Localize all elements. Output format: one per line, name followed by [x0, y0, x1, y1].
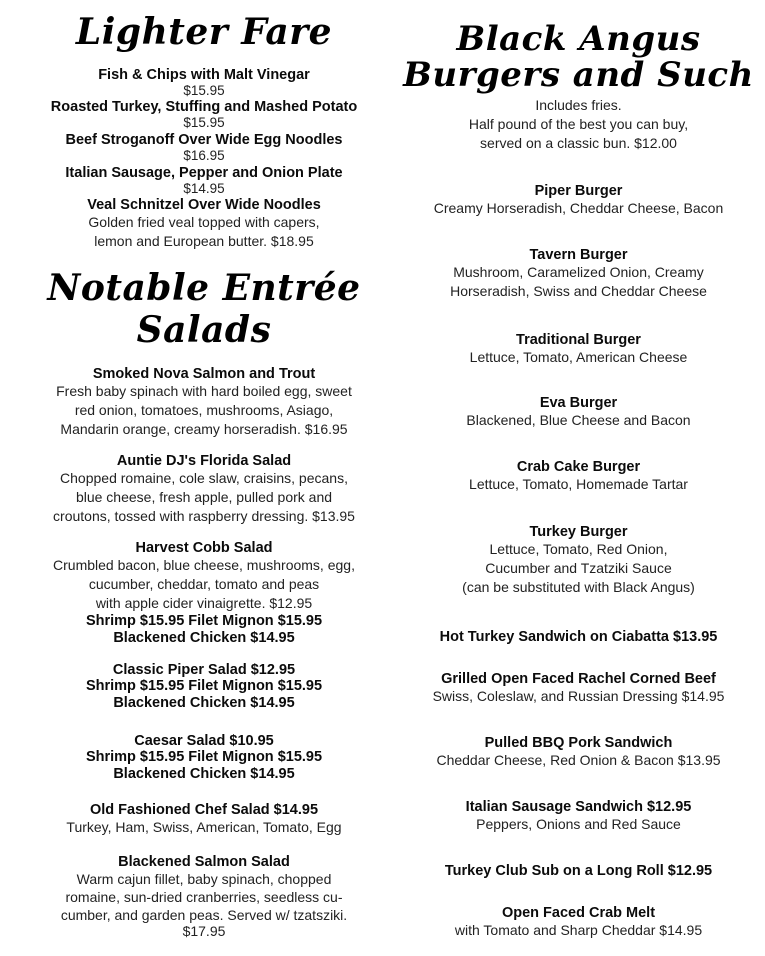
burgers-title-line2: Burgers and Such	[403, 55, 754, 95]
item-desc: Turkey, Ham, Swiss, American, Tomato, Egg	[66, 819, 342, 835]
item-desc: Cheddar Cheese, Red Onion & Bacon $13.95	[436, 752, 721, 768]
item-desc: cucumber, cheddar, tomato and peas	[88, 576, 320, 592]
burger-item	[392, 247, 765, 301]
burger-item	[392, 735, 765, 770]
item-desc: lemon and European butter. $18.95	[94, 233, 314, 249]
item-desc: Mandarin orange, creamy horseradish. $16.95	[60, 421, 348, 437]
item-name: Piper Burger	[534, 183, 623, 199]
item-desc: Swiss, Coleslaw, and Russian Dressing $14.95	[432, 688, 725, 704]
burger-item	[392, 629, 765, 645]
item-name: Classic Piper Salad $12.95	[112, 662, 296, 678]
lighter-fare-item	[0, 165, 408, 196]
item-name: Turkey Club Sub on a Long Roll $12.95	[444, 863, 713, 879]
item-name: Hot Turkey Sandwich on Ciabatta $13.95	[439, 629, 718, 645]
item-name: Eva Burger	[539, 395, 618, 411]
item-addon: Shrimp $15.95 Filet Mignon $15.95	[85, 678, 323, 694]
salad-item	[0, 366, 408, 439]
lighter-fare-item	[0, 67, 408, 98]
item-name: Italian Sausage, Pepper and Onion Plate	[65, 165, 343, 181]
item-name: Turkey Burger	[529, 524, 628, 540]
burger-item	[392, 332, 765, 367]
item-name: Open Faced Crab Melt	[501, 905, 656, 921]
salads-title-line1: Notable Entrée	[47, 267, 361, 309]
item-name: Grilled Open Faced Rachel Corned Beef	[441, 671, 716, 687]
item-desc: Crumbled bacon, blue cheese, mushrooms, egg,	[53, 557, 355, 573]
item-price: $15.95	[183, 115, 225, 130]
item-desc: cumber, and garden peas. Served w/ tzatsziki.	[60, 907, 348, 923]
burgers-intro	[392, 96, 765, 153]
item-name: Traditional Burger	[516, 332, 641, 348]
item-price: $14.95	[183, 181, 225, 196]
lighter-fare-item	[0, 99, 408, 130]
item-desc: with Tomato and Sharp Cheddar $14.95	[454, 922, 703, 938]
item-desc: (can be substituted with Black Angus)	[462, 579, 695, 595]
item-addon: Blackened Chicken $14.95	[113, 695, 295, 711]
item-desc: with apple cider vinaigrette. $12.95	[95, 595, 313, 611]
item-desc: Lettuce, Tomato, Red Onion,	[489, 541, 668, 557]
item-name: Caesar Salad $10.95	[134, 733, 274, 749]
burger-item	[392, 395, 765, 430]
item-name: Beef Stroganoff Over Wide Egg Noodles	[65, 132, 343, 148]
item-price: $16.95	[183, 148, 225, 163]
item-desc: Horseradish, Swiss and Cheddar Cheese	[450, 283, 707, 299]
salad-item	[0, 540, 408, 647]
item-name: Harvest Cobb Salad	[135, 540, 273, 556]
salad-item	[0, 453, 408, 526]
intro-line: Half pound of the best you can buy,	[468, 116, 689, 132]
item-desc: Mushroom, Caramelized Onion, Creamy	[453, 264, 704, 280]
salad-item	[0, 802, 408, 837]
burger-item	[392, 671, 765, 706]
item-addon: Shrimp $15.95 Filet Mignon $15.95	[85, 749, 323, 765]
item-desc: Cucumber and Tzatziki Sauce	[485, 560, 672, 576]
salad-item	[0, 854, 408, 939]
item-desc: croutons, tossed with raspberry dressing. $13.95	[53, 508, 355, 524]
intro-line: served on a classic bun. $12.00	[480, 135, 677, 151]
item-name: Tavern Burger	[529, 247, 628, 263]
item-desc: Golden fried veal topped with capers,	[88, 214, 320, 230]
item-name: Pulled BBQ Pork Sandwich	[484, 735, 673, 751]
lighter-fare-title: Lighter Fare	[75, 11, 333, 53]
burger-item	[392, 905, 765, 940]
item-name: Auntie DJ's Florida Salad	[116, 453, 292, 469]
item-name: Italian Sausage Sandwich $12.95	[465, 799, 692, 815]
burger-item	[392, 524, 765, 597]
item-desc: $17.95	[182, 923, 226, 939]
item-desc: Fresh baby spinach with hard boiled egg, sweet	[56, 383, 352, 399]
item-desc: Chopped romaine, cole slaw, craisins, pecans,	[60, 470, 348, 486]
item-name: Blackened Salmon Salad	[118, 854, 290, 870]
item-addon: Shrimp $15.95 Filet Mignon $15.95	[85, 613, 323, 629]
burger-item	[392, 799, 765, 834]
burger-item	[392, 183, 765, 218]
item-desc: Peppers, Onions and Red Sauce	[476, 816, 681, 832]
item-name: Fish & Chips with Malt Vinegar	[98, 67, 310, 83]
burgers-title-line1: Black Angus	[456, 19, 701, 59]
item-name: Smoked Nova Salmon and Trout	[92, 366, 316, 382]
lighter-fare-item	[0, 197, 408, 251]
salad-item	[0, 733, 408, 783]
item-name: Old Fashioned Chef Salad $14.95	[89, 802, 319, 818]
item-desc: blue cheese, fresh apple, pulled pork and	[75, 489, 333, 505]
item-name: Crab Cake Burger	[516, 459, 641, 475]
salad-item	[0, 662, 408, 712]
item-price: $15.95	[183, 83, 225, 98]
item-name: Roasted Turkey, Stuffing and Mashed Potato	[50, 99, 358, 115]
lighter-fare-item	[0, 132, 408, 163]
salads-title-line2: Salads	[136, 309, 272, 351]
item-desc: Blackened, Blue Cheese and Bacon	[466, 412, 691, 428]
item-name: Veal Schnitzel Over Wide Noodles	[87, 197, 321, 213]
item-desc: romaine, sun-dried cranberries, seedless cu-	[65, 889, 343, 905]
item-desc: Warm cajun fillet, baby spinach, chopped	[76, 871, 332, 887]
item-addon: Blackened Chicken $14.95	[113, 766, 295, 782]
item-addon: Blackened Chicken $14.95	[113, 630, 295, 646]
item-desc: red onion, tomatoes, mushrooms, Asiago,	[74, 402, 334, 418]
item-desc: Lettuce, Tomato, American Cheese	[469, 349, 688, 365]
item-desc: Lettuce, Tomato, Homemade Tartar	[469, 476, 688, 492]
burger-item	[392, 459, 765, 494]
item-desc: Creamy Horseradish, Cheddar Cheese, Bacon	[433, 200, 724, 216]
burger-item	[392, 863, 765, 879]
intro-line: Includes fries.	[535, 97, 622, 113]
